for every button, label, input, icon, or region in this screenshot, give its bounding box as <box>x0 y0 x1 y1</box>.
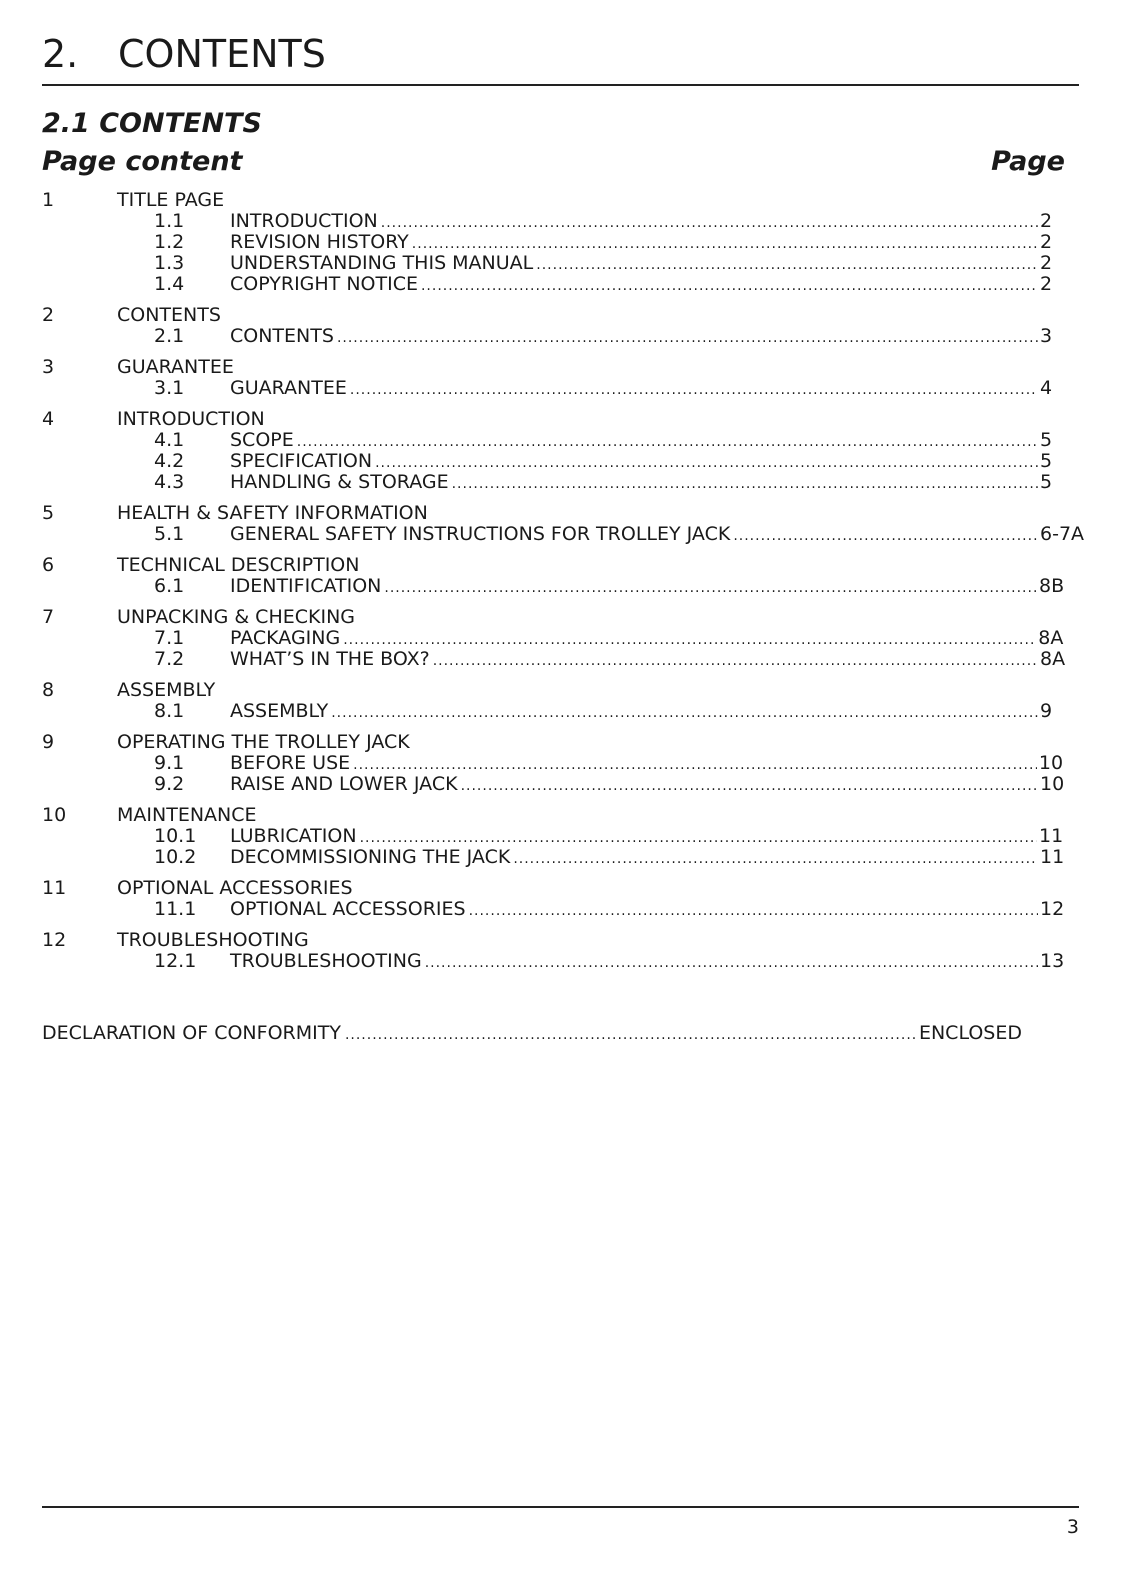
entry-page: 8B <box>1039 575 1065 597</box>
entry-title: GUARANTEE <box>230 377 347 399</box>
toc-entry[interactable] <box>42 472 1052 493</box>
entry-number: 10.2 <box>154 846 197 868</box>
dot-leader <box>452 474 1038 495</box>
entry-page: 8A <box>1039 648 1066 670</box>
chapter-number: 9 <box>42 731 55 753</box>
entry-title: COPYRIGHT NOTICE <box>230 273 418 295</box>
toc-chapter <box>42 409 1052 493</box>
toc-chapter <box>42 606 1066 670</box>
entry-title: REVISION HISTORY <box>230 231 409 253</box>
entry-page: 5 <box>1040 429 1053 451</box>
entry-page: 8A <box>1038 627 1064 649</box>
chapter-title: ASSEMBLY <box>117 679 216 701</box>
page-header <box>42 30 1079 86</box>
entry-page: 2 <box>1040 231 1053 253</box>
chapter-number: 6 <box>42 554 55 576</box>
dot-leader <box>536 255 1038 276</box>
toc-chapter <box>42 929 1065 972</box>
entry-page: 12 <box>1040 898 1065 920</box>
entry-title: RAISE AND LOWER JACK <box>230 773 458 795</box>
toc-entry[interactable] <box>42 232 1052 253</box>
entry-page: 3 <box>1040 325 1053 347</box>
entry-number: 6.1 <box>154 575 185 597</box>
chapter-heading[interactable] <box>42 878 1052 899</box>
toc-chapter <box>42 190 1052 295</box>
header-number: 2. <box>42 32 79 76</box>
toc-entry[interactable] <box>42 523 1085 545</box>
toc-chapter <box>42 305 1052 347</box>
entry-page: 2 <box>1040 210 1053 232</box>
entry-page: 5 <box>1040 450 1053 472</box>
dot-leader <box>375 453 1038 474</box>
entry-title: GENERAL SAFETY INSTRUCTIONS FOR TROLLEY JACK <box>230 523 731 545</box>
toc-entry[interactable] <box>42 211 1052 232</box>
entry-title: HANDLING & STORAGE <box>230 471 449 493</box>
toc-chapter <box>42 554 1065 597</box>
chapter-title: OPTIONAL ACCESSORIES <box>117 877 353 899</box>
entry-number: 5.1 <box>154 523 185 545</box>
entry-page: 10 <box>1038 752 1064 774</box>
toc-entry[interactable] <box>42 274 1052 295</box>
entry-title: CONTENTS <box>230 325 334 347</box>
chapter-title: OPERATING THE TROLLEY JACK <box>117 731 410 753</box>
entry-page: 13 <box>1040 950 1065 972</box>
chapter-number: 5 <box>42 502 55 524</box>
entry-number: 1.3 <box>154 252 185 274</box>
entry-number: 1.4 <box>154 273 185 295</box>
section-title: 2.1 CONTENTS <box>42 108 262 139</box>
dot-leader <box>421 276 1038 297</box>
table-of-contents <box>42 189 1085 982</box>
toc-entry[interactable] <box>42 253 1052 274</box>
chapter-heading[interactable] <box>42 930 1052 951</box>
entry-number: 9.1 <box>154 752 185 774</box>
toc-entry[interactable] <box>42 326 1052 347</box>
entry-title: LUBRICATION <box>230 825 357 847</box>
chapter-number: 11 <box>42 877 67 899</box>
entry-page: 11 <box>1039 825 1064 847</box>
chapter-number: 12 <box>42 929 67 951</box>
chapter-number: 2 <box>42 304 55 326</box>
chapter-heading[interactable] <box>42 409 1052 430</box>
entry-page: 9 <box>1040 700 1053 722</box>
chapter-title: CONTENTS <box>117 304 221 326</box>
entry-title: PACKAGING <box>230 627 341 649</box>
entry-title: UNDERSTANDING THIS MANUAL <box>230 252 534 274</box>
chapter-title: HEALTH & SAFETY INFORMATION <box>117 502 428 524</box>
chapter-title: MAINTENANCE <box>117 804 257 826</box>
chapter-title: GUARANTEE <box>117 356 234 378</box>
declaration-entry[interactable] <box>42 1023 1022 1046</box>
toc-chapter <box>42 731 1065 795</box>
chapter-title: INTRODUCTION <box>117 408 265 430</box>
dot-leader <box>733 526 1038 547</box>
toc-chapter <box>42 502 1085 545</box>
entry-title: WHAT’S IN THE BOX? <box>230 648 430 670</box>
chapter-heading[interactable] <box>42 607 1052 628</box>
toc-entry[interactable] <box>42 773 1065 795</box>
chapter-heading[interactable] <box>42 357 1052 378</box>
entry-title: SPECIFICATION <box>230 450 373 472</box>
chapter-heading[interactable] <box>42 732 1052 753</box>
dot-leader <box>433 651 1038 672</box>
column-header-page-content: Page content <box>42 146 243 177</box>
chapter-number: 10 <box>42 804 67 826</box>
dot-leader <box>381 213 1038 234</box>
entry-page: 5 <box>1040 471 1053 493</box>
chapter-title: TECHNICAL DESCRIPTION <box>117 554 360 576</box>
entry-page: 10 <box>1040 773 1065 795</box>
entry-number: 10.1 <box>154 825 197 847</box>
toc-entry[interactable] <box>42 575 1065 597</box>
entry-number: 9.2 <box>154 773 185 795</box>
toc-chapter <box>42 680 1052 722</box>
chapter-heading[interactable] <box>42 555 1052 576</box>
entry-title: OPTIONAL ACCESSORIES <box>230 898 466 920</box>
chapter-heading[interactable] <box>42 805 1052 826</box>
page-title: CONTENTS <box>118 32 326 76</box>
page-number: 3 <box>1066 1516 1079 1538</box>
toc-chapter <box>42 877 1065 920</box>
dot-leader <box>384 578 1037 599</box>
entry-title: TROUBLESHOOTING <box>230 950 422 972</box>
entry-title: DECOMMISSIONING THE JACK <box>230 846 511 868</box>
entry-title: IDENTIFICATION <box>230 575 382 597</box>
dot-leader <box>345 1025 917 1046</box>
entry-number: 2.1 <box>154 325 185 347</box>
declaration-title: DECLARATION OF CONFORMITY <box>42 1022 341 1044</box>
column-header-page: Page <box>991 146 1065 177</box>
toc-chapter <box>42 357 1052 399</box>
chapter-number: 7 <box>42 606 55 628</box>
chapter-heading[interactable] <box>42 305 1052 326</box>
toc-entry[interactable] <box>42 430 1052 451</box>
chapter-heading[interactable] <box>42 503 1052 524</box>
entry-number: 3.1 <box>154 377 185 399</box>
toc-entry[interactable] <box>42 825 1064 847</box>
entry-title: INTRODUCTION <box>230 210 378 232</box>
entry-number: 7.1 <box>154 627 185 649</box>
entry-title: ASSEMBLY <box>230 700 329 722</box>
toc-entry[interactable] <box>42 701 1052 722</box>
toc-entry[interactable] <box>42 898 1065 920</box>
entry-page: 2 <box>1040 252 1053 274</box>
dot-leader <box>337 328 1038 349</box>
dot-leader <box>461 776 1038 797</box>
entry-number: 1.2 <box>154 231 185 253</box>
chapter-number: 4 <box>42 408 55 430</box>
toc-entry[interactable] <box>42 950 1065 972</box>
dot-leader <box>297 432 1038 453</box>
chapter-title: TROUBLESHOOTING <box>117 929 309 951</box>
entry-page: 2 <box>1040 273 1053 295</box>
chapter-title: UNPACKING & CHECKING <box>117 606 356 628</box>
entry-page: 4 <box>1040 377 1053 399</box>
chapter-title: TITLE PAGE <box>117 189 225 211</box>
chapter-number: 3 <box>42 356 55 378</box>
dot-leader <box>469 901 1038 922</box>
footer-rule <box>42 1506 1079 1508</box>
entry-number: 4.3 <box>154 471 185 493</box>
dot-leader <box>513 849 1038 870</box>
toc-chapter <box>42 804 1065 868</box>
chapter-number: 1 <box>42 189 55 211</box>
chapter-heading[interactable] <box>42 190 1052 211</box>
entry-number: 4.2 <box>154 450 185 472</box>
dot-leader <box>425 953 1038 974</box>
chapter-number: 8 <box>42 679 55 701</box>
entry-title: SCOPE <box>230 429 294 451</box>
entry-number: 1.1 <box>154 210 185 232</box>
dot-leader <box>350 380 1038 401</box>
entry-number: 11.1 <box>154 898 197 920</box>
toc-entry[interactable] <box>42 752 1064 774</box>
toc-entry[interactable] <box>42 846 1065 868</box>
entry-number: 12.1 <box>154 950 197 972</box>
declaration-page: ENCLOSED <box>918 1022 1022 1044</box>
entry-title: BEFORE USE <box>230 752 351 774</box>
entry-number: 8.1 <box>154 700 185 722</box>
entry-page: 6-7A <box>1040 523 1085 545</box>
chapter-heading[interactable] <box>42 680 1052 701</box>
entry-number: 4.1 <box>154 429 185 451</box>
toc-entry[interactable] <box>42 378 1052 399</box>
dot-leader <box>331 703 1038 724</box>
toc-entry[interactable] <box>42 451 1052 472</box>
dot-leader <box>343 630 1036 651</box>
toc-entry[interactable] <box>42 627 1064 649</box>
toc-entry[interactable] <box>42 648 1066 670</box>
entry-number: 7.2 <box>154 648 185 670</box>
entry-page: 11 <box>1040 846 1065 868</box>
